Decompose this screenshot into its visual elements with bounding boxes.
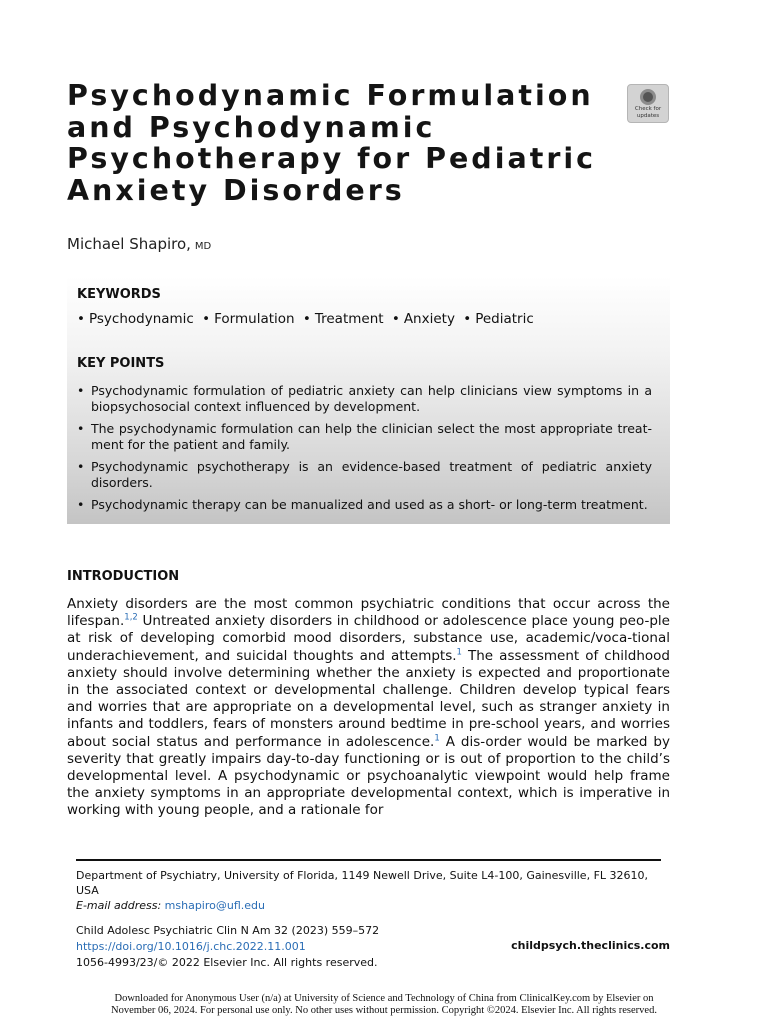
journal-citation: Child Adolesc Psychiatric Clin N Am 32 (2023) 559–572	[76, 924, 380, 937]
keywords-heading: KEYWORDS	[77, 287, 161, 302]
affiliation-text: Department of Psychiatry, University of Florida, 1149 Newell Drive, Suite L4-100, Gainesville, FL 32610, USA	[76, 869, 649, 897]
reference-link[interactable]: 1	[456, 647, 462, 658]
badge-text-line2: updates	[636, 113, 660, 119]
footer-line: Downloaded for Anonymous User (n/a) at University of Science and Technology of China from ClinicalKey.com by Elsevier on	[114, 993, 654, 1004]
check-for-updates-badge[interactable]	[627, 84, 669, 123]
email-label: E-mail address:	[76, 899, 162, 912]
author-line	[67, 235, 211, 253]
bullet-icon: •	[77, 421, 85, 436]
author-degree: MD	[194, 241, 212, 252]
keyword-bullet: •	[391, 311, 400, 327]
key-points-list	[77, 383, 652, 519]
keyword: Anxiety	[403, 311, 455, 327]
intro-text: The assessment of childhood anxiety should involve determining whether the anxiety is expected and proportionate in the associated context or developmental challenge. Children develop typical fears and worries that are appropriate on a developmental level, such as stranger anxiety in infants and toddlers, fears of monsters around bedtime in pre-school years, and worries about social status and performance in adolescence.	[67, 647, 670, 750]
author-name: Michael Shapiro,	[67, 235, 191, 253]
badge-text-line1: Check for	[634, 106, 662, 112]
reference-link[interactable]: 1,2	[124, 612, 138, 623]
check-for-updates-icon	[640, 89, 656, 105]
reference-link[interactable]: 1	[434, 733, 440, 744]
keyword: Psychodynamic	[88, 311, 194, 327]
title-line: and Psychodynamic	[67, 110, 436, 144]
article-title	[67, 80, 607, 206]
list-item	[77, 497, 652, 513]
keyword: Pediatric	[475, 311, 534, 327]
list-item	[77, 421, 652, 453]
keyword-bullet: •	[77, 311, 85, 327]
list-item	[77, 459, 652, 491]
journal-site[interactable]: childpsych.theclinics.com	[511, 939, 670, 952]
title-line: Psychodynamic Formulation	[67, 79, 594, 112]
key-point-text: Psychodynamic formulation of pediatric anxiety can help clinicians view symptoms in a biopsychosocial context influenced by development.	[91, 383, 652, 414]
intro-text: Untreated anxiety disorders in childhood or adolescence place young peo-ple at risk of developing comorbid mood disorders, substance use, academic/voca-tional underachievement, and suicidal thoughts and attempts.	[67, 613, 670, 664]
key-point-text: Psychodynamic psychotherapy is an evidence-based treatment of pediatric anxiety disorders.	[91, 459, 652, 490]
affiliation-block	[76, 868, 666, 913]
copyright-line: 1056-4993/23/© 2022 Elsevier Inc. All rights reserved.	[76, 956, 378, 969]
bullet-icon: •	[77, 497, 85, 512]
key-point-text: The psychodynamic formulation can help the clinician select the most appropriate treat-ment for the patient and family.	[91, 421, 652, 452]
intro-text: A dis-order would be marked by severity that greatly impairs day-to-day functioning or is out of proportion to the child’s developmental level. A psychodynamic or psychoanalytic viewpoint would help frame the anxiety symptoms in an appropriate developmental context, which is imperative in working with young people, and a rationale for	[67, 733, 670, 819]
title-line: Psychotherapy for Pediatric	[67, 142, 597, 175]
doi-link[interactable]: https://doi.org/10.1016/j.chc.2022.11.001	[76, 940, 306, 953]
email-link[interactable]: mshapiro@ufl.edu	[164, 899, 265, 912]
key-point-text: Psychodynamic therapy can be manualized and used as a short- or long-term treatment.	[91, 497, 648, 512]
keywords-list	[77, 311, 538, 327]
bullet-icon: •	[77, 383, 85, 398]
keyword: Formulation	[214, 311, 295, 327]
bullet-icon: •	[77, 459, 85, 474]
keyword-bullet: •	[202, 311, 211, 327]
download-footer	[40, 993, 728, 1017]
key-points-heading: KEY POINTS	[77, 356, 165, 371]
introduction-heading: INTRODUCTION	[67, 569, 180, 584]
keyword-bullet: •	[302, 311, 311, 327]
title-line: Anxiety Disorders	[67, 173, 405, 207]
list-item	[77, 383, 652, 415]
keywords-box	[67, 276, 670, 524]
keyword: Treatment	[314, 311, 384, 327]
footer-line: November 06, 2024. For personal use only. No other uses without permission. Copyright ©2024. Elsevier Inc. All rights reserved.	[111, 1005, 657, 1016]
introduction-paragraph	[67, 596, 670, 820]
email-line	[76, 898, 666, 913]
footnote-divider	[76, 859, 661, 861]
keyword-bullet: •	[463, 311, 472, 327]
intro-text: Anxiety disorders are the most common psychiatric conditions that occur across the lifespan.	[67, 596, 670, 630]
